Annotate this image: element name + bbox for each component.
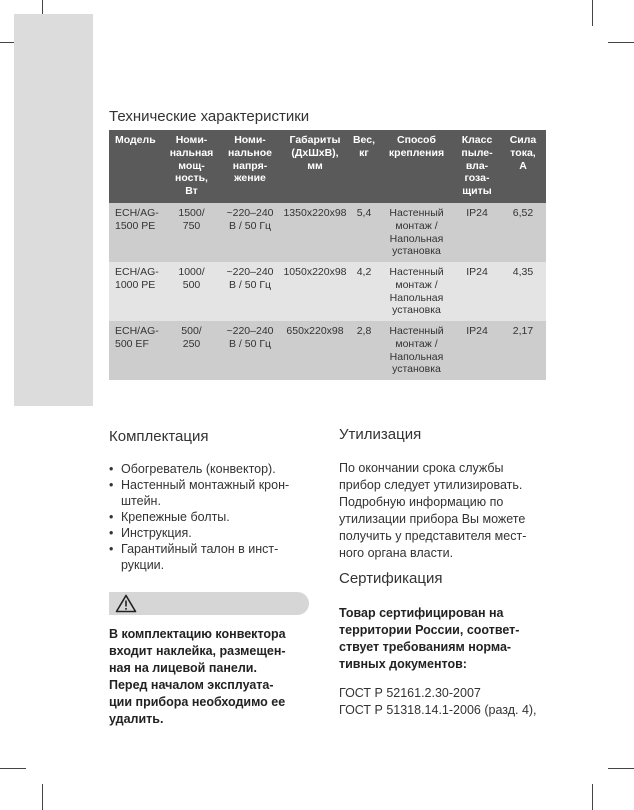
table-row <box>109 321 546 380</box>
cell-protection-class: IP24 <box>454 203 500 262</box>
cell-model: ECH/AG- 1500 PE <box>109 203 164 262</box>
cell-weight: 2,8 <box>349 321 379 380</box>
table-row <box>109 262 546 321</box>
specs-header-row <box>109 130 546 203</box>
cell-weight: 4,2 <box>349 262 379 321</box>
cell-weight: 5,4 <box>349 203 379 262</box>
kit-title: Комплектация <box>109 428 209 445</box>
cell-power: 1000/ 500 <box>164 262 219 321</box>
cell-power: 1500/ 750 <box>164 203 219 262</box>
crop-mark <box>608 768 634 769</box>
crop-mark <box>0 768 26 769</box>
cell-voltage: ~220–240 В / 50 Гц <box>219 262 281 321</box>
header-dimensions: Габариты (ДхШхВ), мм <box>281 130 349 203</box>
crop-mark <box>592 0 593 26</box>
cell-current: 2,17 <box>500 321 546 380</box>
cell-mounting: Настенный монтаж / Напольная установка <box>379 262 454 321</box>
list-item: • Крепежные болты. <box>109 509 319 525</box>
specs-title: Технические характеристики <box>109 108 310 125</box>
cert-statement: Товар сертифицирован на территории России, соответ- ствует требованиям норма- тивных документов: <box>339 606 520 671</box>
list-item: • Обогреватель (конвектор). <box>109 461 319 477</box>
specs-table <box>109 130 546 380</box>
cell-power: 500/ 250 <box>164 321 219 380</box>
list-item: • Гарантийный талон в инст- рукции. <box>109 541 319 573</box>
crop-mark <box>608 42 634 43</box>
side-tab-band <box>14 14 93 406</box>
cell-dimensions: 1050x220x98 <box>281 262 349 321</box>
disposal-title: Утилизация <box>339 426 422 443</box>
cell-current: 4,35 <box>500 262 546 321</box>
list-item: • Настенный монтажный крон- штейн. <box>109 477 319 509</box>
cell-current: 6,52 <box>500 203 546 262</box>
cert-standards: ГОСТ Р 52161.2.30-2007 ГОСТ Р 51318.14.1-2006 (разд. 4), <box>339 686 537 717</box>
cell-mounting: Настенный монтаж / Напольная установка <box>379 321 454 380</box>
table-row <box>109 203 546 262</box>
cell-voltage: ~220–240 В / 50 Гц <box>219 203 281 262</box>
cell-voltage: ~220–240 В / 50 Гц <box>219 321 281 380</box>
cell-dimensions: 1350x220x98 <box>281 203 349 262</box>
header-current: Сила тока, А <box>500 130 546 203</box>
header-model: Модель <box>109 130 164 203</box>
cell-dimensions: 650x220x98 <box>281 321 349 380</box>
cert-title: Сертификация <box>339 570 443 587</box>
cell-protection-class: IP24 <box>454 262 500 321</box>
header-protection-class: Класс пыле- вла- гоза- щиты <box>454 130 500 203</box>
header-power: Номи- нальная мощ- ность, Вт <box>164 130 219 203</box>
disposal-text: По окончании срока службы прибор следует утилизировать. Подробную информацию по утилизации прибора Вы можете получить у представителя мест- ного органа власти. <box>339 461 527 560</box>
warning-bar <box>109 592 309 615</box>
cell-model: ECH/AG- 500 EF <box>109 321 164 380</box>
cell-protection-class: IP24 <box>454 321 500 380</box>
header-voltage: Номи- нальное напря- жение <box>219 130 281 203</box>
header-weight: Вес, кг <box>349 130 379 203</box>
crop-mark <box>42 784 43 810</box>
warning-text: В комплектацию конвектора входит наклейка, размещен- ная на лицевой панели. Перед началом эксплуата- ции прибора необходимо ее удалить. <box>109 627 286 726</box>
kit-list <box>109 461 319 573</box>
crop-mark <box>592 784 593 810</box>
warning-triangle-icon <box>115 594 137 613</box>
list-item: • Инструкция. <box>109 525 319 541</box>
cell-mounting: Настенный монтаж / Напольная установка <box>379 203 454 262</box>
cell-model: ECH/AG- 1000 PE <box>109 262 164 321</box>
header-mounting: Способ крепления <box>379 130 454 203</box>
